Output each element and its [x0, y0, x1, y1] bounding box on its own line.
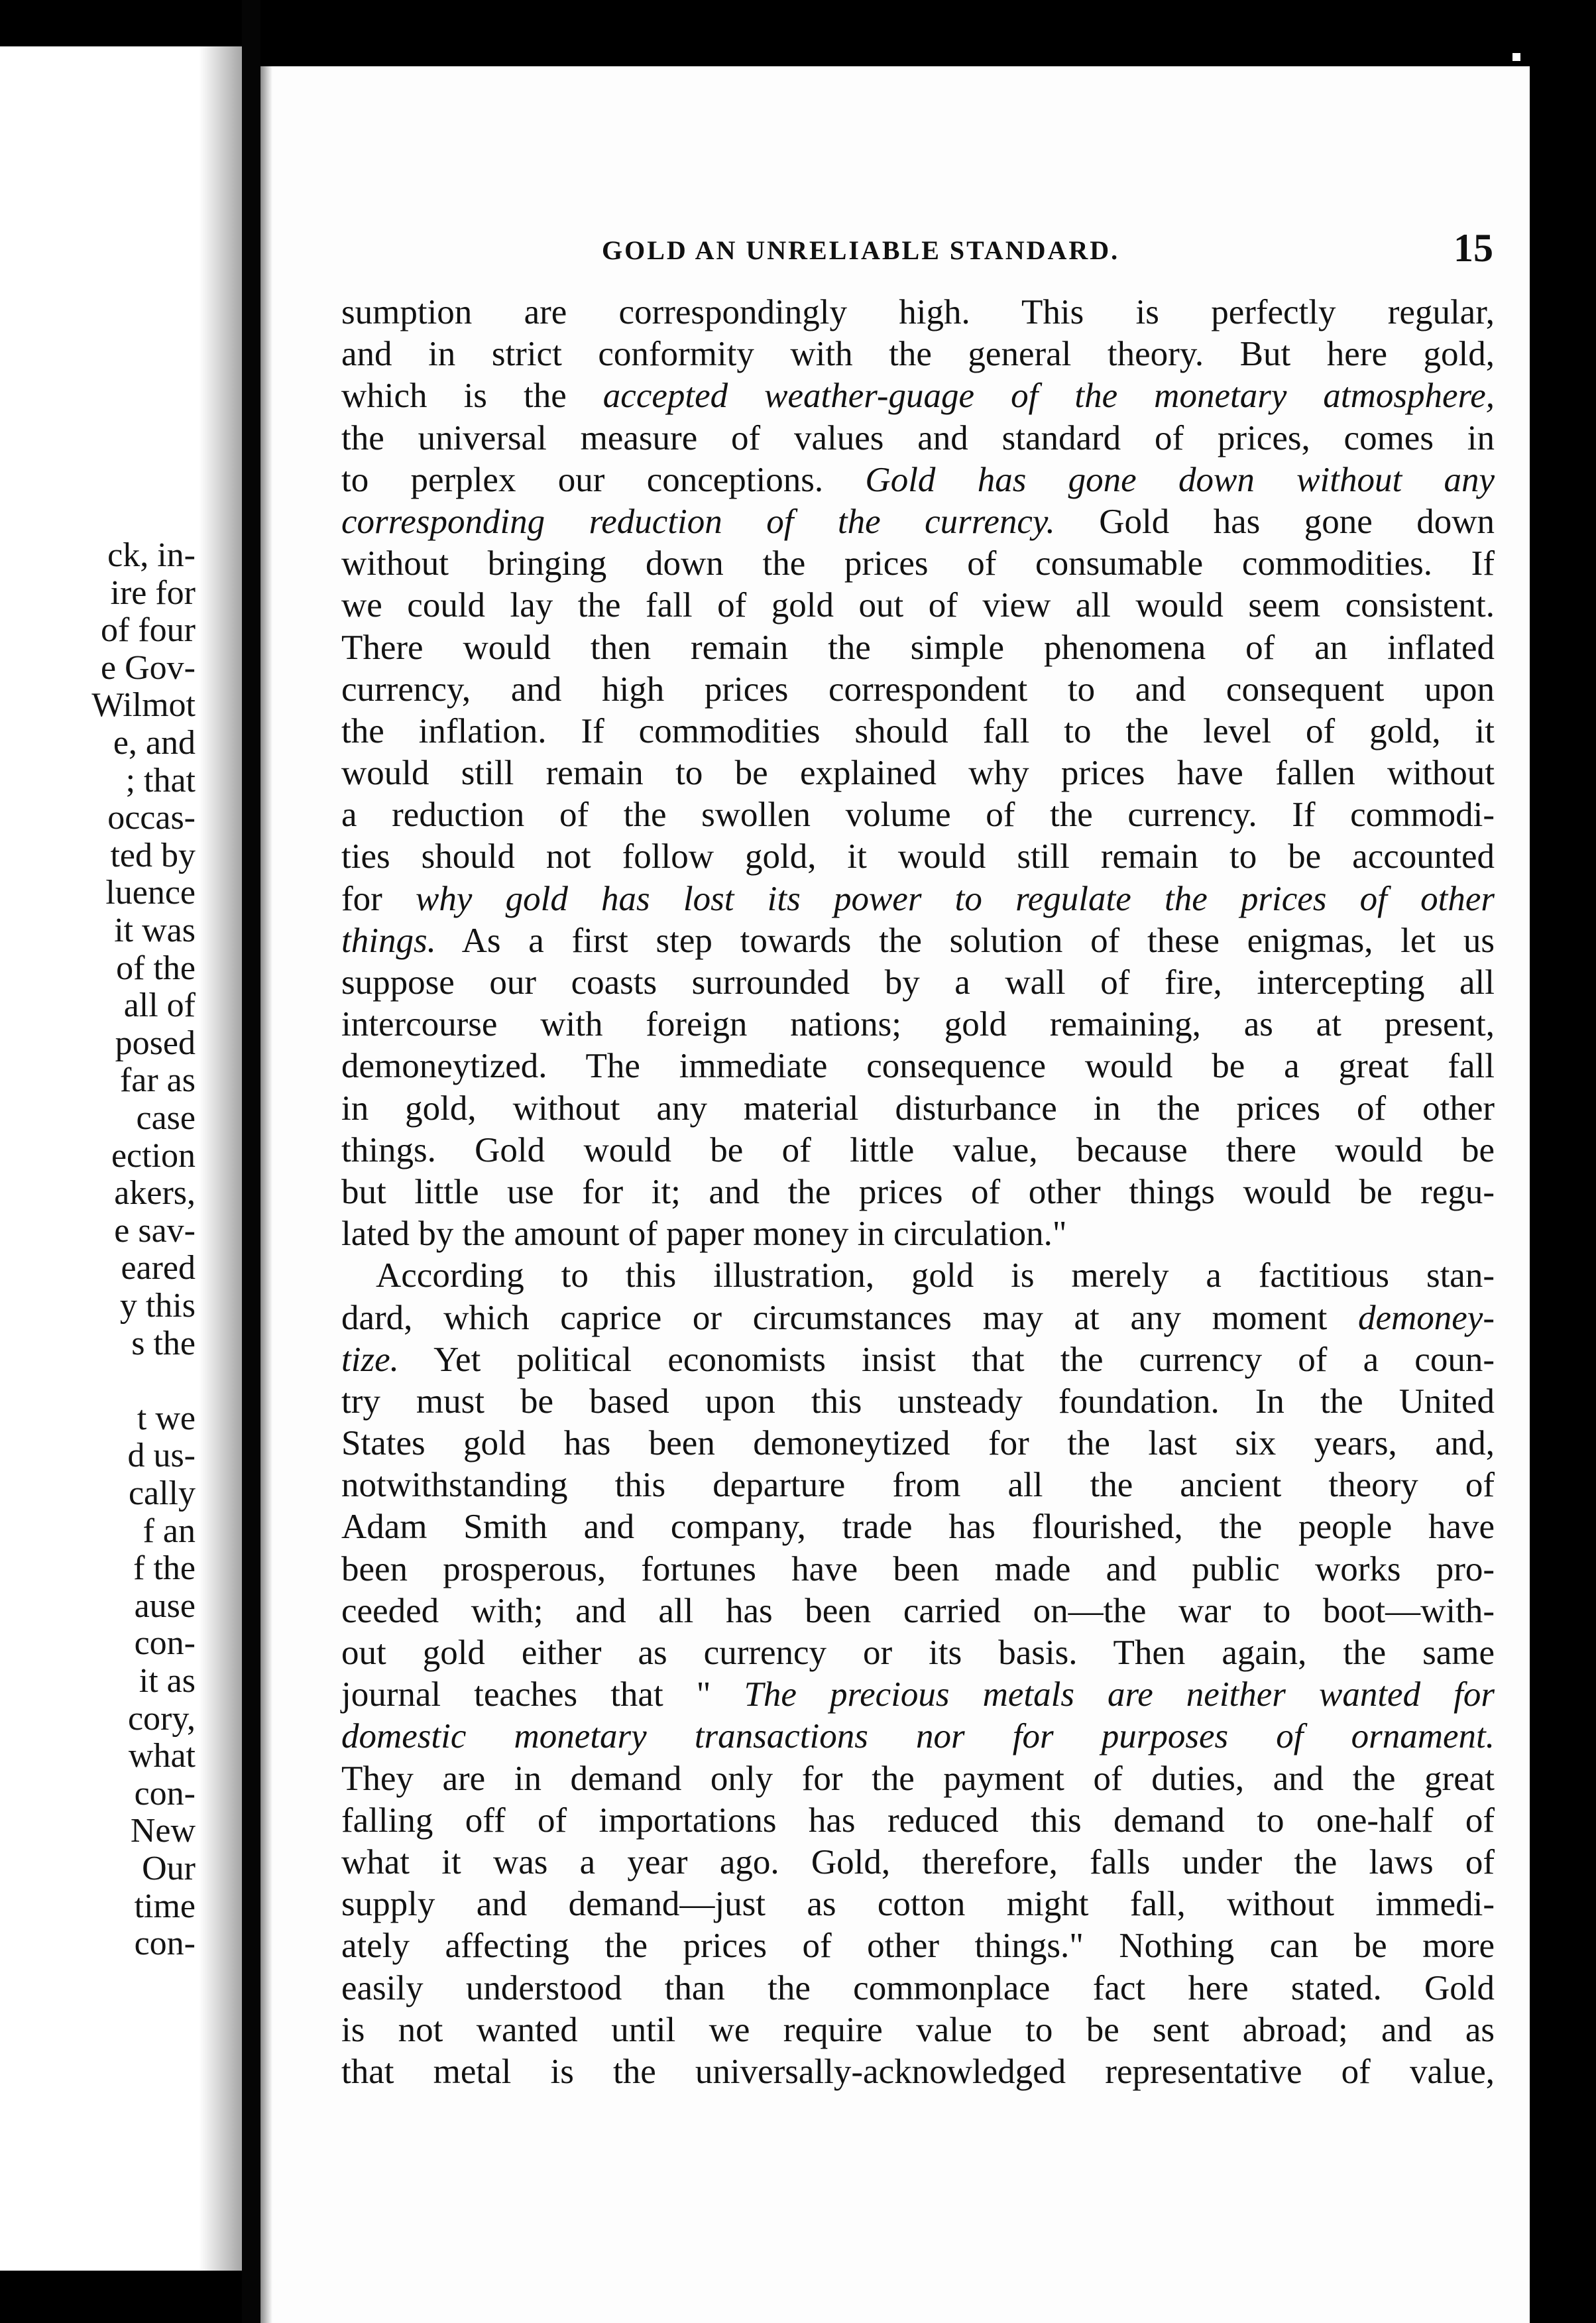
- italic-text: corresponding reduction of the currency.: [341, 502, 1055, 541]
- text-line: [341, 1842, 1495, 1883]
- text-line: [341, 794, 1495, 836]
- page-number: 15: [1454, 226, 1493, 270]
- text-line: [341, 1213, 1495, 1255]
- text-run: demoneytized. The immediate consequence would be a great fall: [341, 1047, 1495, 1086]
- left-page-fragment: time: [134, 1887, 196, 1925]
- left-page-fragment: e, and: [113, 724, 196, 762]
- scan-corner-mark: [1512, 53, 1520, 61]
- text-line: [341, 1171, 1495, 1213]
- left-page-fragment: posed: [115, 1024, 196, 1062]
- text-line: [341, 1590, 1495, 1632]
- text-line: [341, 1716, 1495, 1757]
- text-line: [341, 1297, 1495, 1339]
- text-run: a reduction of the swollen volume of the currency. If commodi-: [341, 796, 1495, 835]
- text-run: in gold, without any material disturbance in the prices of other: [341, 1089, 1495, 1128]
- scan-border-right: [1530, 0, 1596, 2323]
- text-line: [341, 1004, 1495, 1045]
- italic-text: demoney-: [1358, 1298, 1495, 1337]
- text-run: There would then remain the simple phenomena of an inflated: [341, 628, 1495, 667]
- text-run: without bringing down the prices of consumable commodities. If: [341, 544, 1495, 583]
- text-run: ties should not follow gold, it would still remain to be accounted: [341, 837, 1495, 876]
- italic-text: tize.: [341, 1340, 399, 1379]
- text-line: [341, 1925, 1495, 1967]
- text-run: try must be based upon this unsteady foundation. In the United: [341, 1382, 1495, 1421]
- text-run: intercourse with foreign nations; gold remaining, as at present,: [341, 1005, 1495, 1044]
- text-line: [341, 878, 1495, 920]
- left-page-fragment: s the: [131, 1324, 196, 1362]
- text-line: [341, 418, 1495, 459]
- left-page-fragment: what: [128, 1737, 196, 1775]
- running-head: [260, 225, 1530, 278]
- text-run: ately affecting the prices of other things." Nothing can be more: [341, 1927, 1495, 1966]
- left-page-fragment: e sav-: [114, 1211, 196, 1250]
- left-page-fragment: ; that: [125, 761, 196, 800]
- text-line: [341, 752, 1495, 794]
- left-page-fragment: all of: [123, 986, 196, 1025]
- left-page-fragment: ection: [111, 1136, 196, 1175]
- text-run: journal teaches that ": [341, 1675, 744, 1714]
- left-page-fragment: occas-: [107, 799, 196, 837]
- text-line: [341, 375, 1495, 417]
- left-page-fragment: it was: [114, 912, 196, 949]
- text-line: [341, 1549, 1495, 1590]
- text-run: for: [341, 879, 416, 918]
- text-run: lated by the amount of paper money in circulation.": [341, 1215, 1067, 1254]
- text-run: that metal is the universally-acknowledged representative of value,: [341, 2052, 1495, 2091]
- text-line: [341, 543, 1495, 585]
- text-run: Yet political economists insist that the currency of a coun-: [398, 1340, 1495, 1379]
- text-line: [341, 333, 1495, 375]
- left-page-fragment: con-: [134, 1925, 196, 1963]
- text-line: [341, 1381, 1495, 1423]
- left-page-fragment: cally: [128, 1474, 196, 1512]
- text-run: notwithstanding this departure from all the ancient theory of: [341, 1466, 1495, 1505]
- text-run: out gold either as currency or its basis. Then again, the same: [341, 1634, 1495, 1672]
- text-run: the universal measure of values and standard of prices, comes in: [341, 418, 1495, 457]
- left-page-fragment: ted by: [110, 836, 196, 874]
- text-line: [341, 501, 1495, 543]
- text-run: to perplex our conceptions.: [341, 460, 866, 499]
- text-run: suppose our coasts surrounded by a wall of fire, intercepting all: [341, 963, 1495, 1002]
- text-run: which is the: [341, 377, 603, 416]
- text-run: and in strict conformity with the general theory. But here gold,: [341, 335, 1495, 374]
- italic-text: accepted weather-guage of the monetary atmosphere,: [602, 377, 1495, 416]
- left-page-fragment: y this: [119, 1287, 196, 1325]
- text-line: [341, 1883, 1495, 1925]
- italic-text: why gold has lost its power to regulate the prices of other: [416, 879, 1495, 918]
- text-line: [341, 1255, 1495, 1297]
- text-line: [341, 292, 1495, 333]
- text-run: Gold has gone down: [1054, 502, 1495, 541]
- italic-text: things.: [341, 921, 436, 960]
- text-line: [341, 1632, 1495, 1674]
- text-line: [341, 627, 1495, 669]
- text-run: the inflation. If commodities should fall to the level of gold, it: [341, 711, 1495, 750]
- text-run: States gold has been demoneytized for the last six years, and,: [341, 1424, 1495, 1463]
- left-page-fragment: con-: [134, 1774, 196, 1813]
- left-page-fragment: e Gov-: [101, 648, 196, 687]
- text-run: According to this illustration, gold is merely a factitious stan-: [376, 1256, 1495, 1295]
- text-line: [341, 1423, 1495, 1464]
- text-run: falling off of importations has reduced this demand to one-half of: [341, 1801, 1495, 1840]
- text-line: [341, 1506, 1495, 1548]
- text-run: things. Gold would be of little value, because there would be: [341, 1130, 1495, 1169]
- left-page-fragment: ire for: [110, 573, 196, 612]
- text-line: [341, 1758, 1495, 1800]
- text-run: easily understood than the commonplace fact here stated. Gold: [341, 1968, 1495, 2007]
- left-page-fragment: f the: [133, 1549, 196, 1588]
- text-line: [341, 2009, 1495, 2051]
- left-page-fragment: Wilmot: [91, 686, 196, 725]
- text-line: [341, 962, 1495, 1004]
- left-page-fragment: luence: [105, 874, 196, 912]
- running-head-title: GOLD AN UNRELIABLE STANDARD.: [602, 235, 1120, 265]
- page-gutter: [242, 0, 260, 2323]
- text-run: sumption are correspondingly high. This is perfectly regular,: [341, 293, 1495, 331]
- italic-text: The precious metals are neither wanted for: [744, 1675, 1495, 1714]
- text-run: dard, which caprice or circumstances may at any moment: [341, 1298, 1358, 1337]
- text-line: [341, 1045, 1495, 1087]
- left-page-fragment: cory,: [127, 1699, 196, 1738]
- text-run: but little use for it; and the prices of other things would be regu-: [341, 1172, 1495, 1211]
- text-line: [341, 711, 1495, 752]
- text-run: what it was a year ago. Gold, therefore, falls under the laws of: [341, 1842, 1495, 1881]
- text-line: [341, 2051, 1495, 2093]
- text-run: we could lay the fall of gold out of view all would seem consistent.: [341, 586, 1495, 625]
- text-line: [341, 1130, 1495, 1171]
- text-line: [341, 1088, 1495, 1130]
- left-page-fragment: New: [130, 1812, 196, 1850]
- page-edge-shadow: [260, 66, 272, 2323]
- text-run: supply and demand—just as cotton might fall, without immedi-: [341, 1885, 1495, 1924]
- text-run: currency, and high prices correspondent to and consequent upon: [341, 670, 1495, 709]
- text-line: [341, 585, 1495, 626]
- text-line: [341, 920, 1495, 962]
- left-page-fragment: con-: [134, 1624, 196, 1663]
- text-line: [341, 1674, 1495, 1716]
- text-run: been prosperous, fortunes have been made and public works pro-: [341, 1549, 1495, 1588]
- left-page-fragment: t we: [137, 1399, 196, 1437]
- right-page: [260, 66, 1530, 2323]
- text-run: is not wanted until we require value to be sent abroad; and as: [341, 2010, 1495, 2049]
- text-line: [341, 669, 1495, 711]
- italic-text: Gold has gone down without any: [865, 460, 1495, 499]
- text-line: [341, 1464, 1495, 1506]
- text-run: They are in demand only for the payment of duties, and the great: [341, 1759, 1495, 1798]
- text-run: ceeded with; and all has been carried on—the war to boot—with-: [341, 1591, 1495, 1630]
- binding-shadow: [199, 46, 242, 2271]
- text-line: [341, 459, 1495, 501]
- left-page-fragment: f an: [142, 1512, 196, 1550]
- left-page-fragment: far as: [119, 1061, 196, 1100]
- left-page-fragment: case: [136, 1099, 196, 1137]
- left-facing-page: [0, 46, 242, 2271]
- italic-text: domestic monetary transactions nor for purposes of ornament.: [341, 1717, 1495, 1756]
- left-page-fragment: it as: [139, 1662, 196, 1700]
- body-text: [341, 292, 1495, 2093]
- left-page-fragment: akers,: [114, 1174, 196, 1213]
- left-page-fragment: of four: [101, 611, 196, 650]
- left-page-fragment: eared: [121, 1249, 196, 1287]
- text-run: As a first step towards the solution of these enigmas, let us: [435, 921, 1495, 960]
- text-line: [341, 1339, 1495, 1381]
- left-page-fragment: ause: [134, 1586, 196, 1625]
- text-line: [341, 1800, 1495, 1842]
- left-page-fragment: of the: [116, 949, 196, 987]
- text-run: Adam Smith and company, trade has flourished, the people have: [341, 1508, 1495, 1547]
- left-page-fragment: Our: [142, 1850, 196, 1887]
- text-line: [341, 836, 1495, 878]
- left-page-fragment: d us-: [127, 1437, 196, 1475]
- text-line: [341, 1968, 1495, 2009]
- text-run: would still remain to be explained why prices have fallen without: [341, 754, 1495, 793]
- left-page-fragment: ck, in-: [107, 536, 196, 574]
